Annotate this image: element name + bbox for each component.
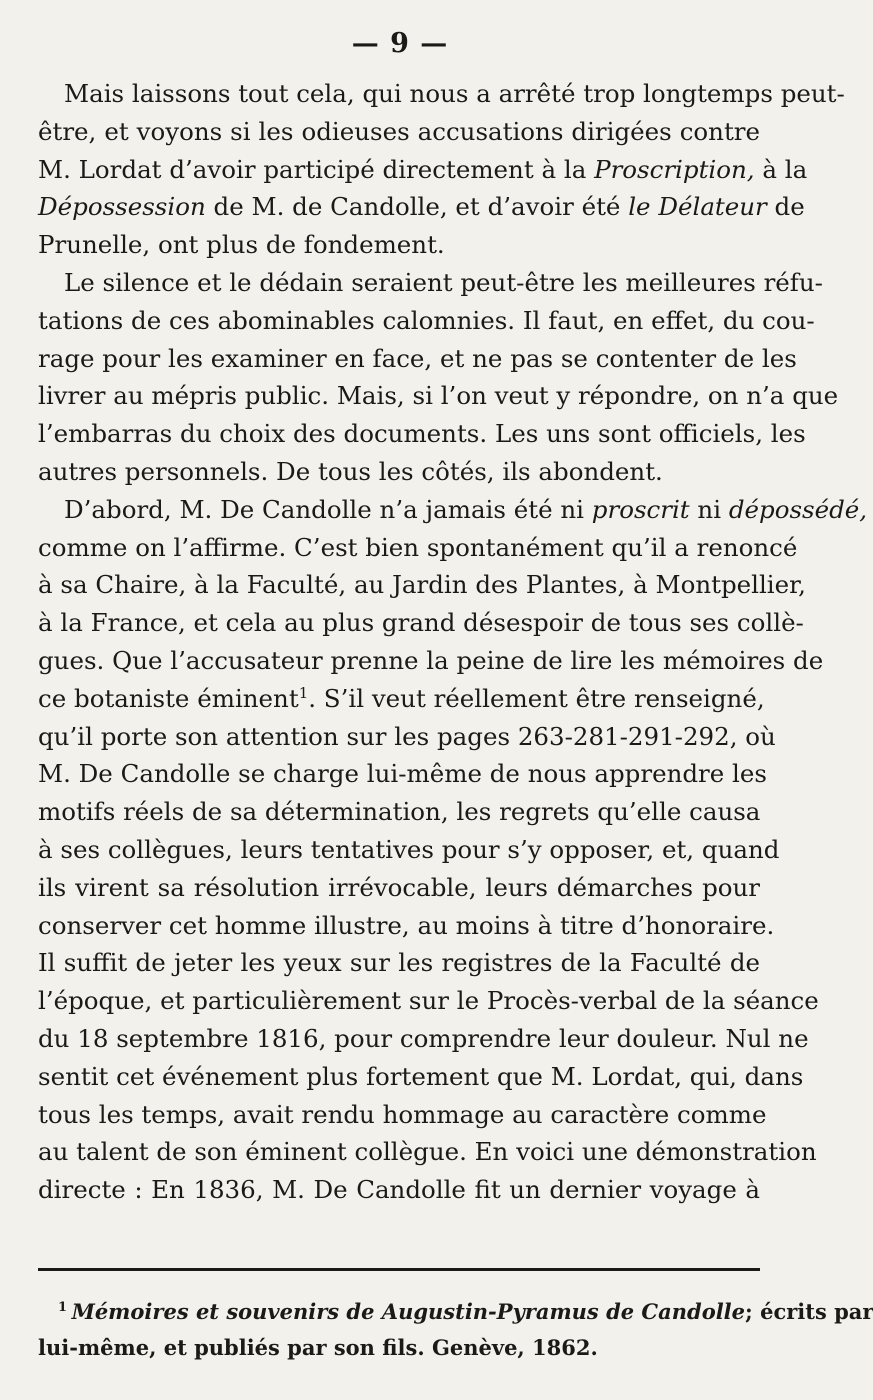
text-line <box>38 831 780 869</box>
footnote-line <box>38 1330 760 1366</box>
italic-text-run: proscrit <box>591 494 690 524</box>
footnote-line <box>38 1294 873 1330</box>
text-run: ; écrits par <box>745 1299 873 1324</box>
text-line <box>38 566 806 604</box>
text-run: directe : En 1836, M. De Candolle fit un dernier voyage à <box>38 1175 760 1205</box>
footnote-reference: 1 <box>298 683 309 702</box>
text-line <box>38 1096 767 1134</box>
text-run: de <box>766 192 805 222</box>
footnote-separator-rule <box>38 1268 760 1271</box>
text-run: tations de ces abominables calomnies. Il faut, en effet, du cou- <box>38 305 815 335</box>
text-run: M. De Candolle se charge lui-même de nous apprendre les <box>38 759 767 789</box>
text-line <box>38 755 767 793</box>
text-run: ce botaniste éminent <box>38 683 299 713</box>
text-line <box>38 604 804 642</box>
text-line <box>38 1020 809 1058</box>
text-run: Le silence et le dédain seraient peut-être les meilleures réfu- <box>64 267 823 297</box>
italic-text-run: Dépossession <box>38 192 206 222</box>
paragraph <box>38 491 868 1209</box>
text-run: D’abord, M. De Candolle n’a jamais été ni <box>64 494 592 524</box>
paragraph <box>38 75 845 264</box>
text-run: de M. de Candolle, et d’avoir été <box>205 192 629 222</box>
text-run: rage pour les examiner en face, et ne pas se contenter de les <box>38 343 797 373</box>
text-run: à sa Chaire, à la Faculté, au Jardin des Plantes, à Montpellier, <box>38 570 806 600</box>
text-run: autres personnels. De tous les côtés, ils abondent. <box>38 456 663 486</box>
text-run: qu’il porte son attention sur les pages 263-281-291-292, où <box>38 721 776 751</box>
text-line <box>38 264 823 302</box>
text-line <box>38 1171 760 1209</box>
text-run: au talent de son éminent collègue. En voici une démonstration <box>38 1137 817 1167</box>
text-line <box>38 642 824 680</box>
text-run: comme on l’affirme. C’est bien spontanément qu’il a renoncé <box>38 532 798 562</box>
footnote-marker: 1 <box>58 1300 72 1315</box>
text-line <box>38 415 806 453</box>
paragraph <box>38 264 839 491</box>
text-line <box>38 340 797 378</box>
text-run: Prunelle, ont plus de fondement. <box>38 230 445 260</box>
text-line <box>38 453 760 491</box>
text-line <box>38 113 760 151</box>
text-run: livrer au mépris public. Mais, si l’on veut y répondre, on n’a que <box>38 381 839 411</box>
text-run: ils virent sa résolution irrévocable, leurs démarches pour <box>38 872 760 902</box>
text-line <box>38 944 760 982</box>
text-line <box>38 680 765 718</box>
text-run: sentit cet événement plus fortement que M. Lordat, qui, dans <box>38 1061 804 1091</box>
text-run: motifs réels de sa détermination, les regrets qu’elle causa <box>38 797 761 827</box>
text-run: tous les temps, avait rendu hommage au caractère comme <box>38 1099 767 1129</box>
text-run: . S’il veut réellement être renseigné, <box>308 683 765 713</box>
text-line <box>38 869 760 907</box>
italic-text-run: le Délateur <box>628 192 767 222</box>
italic-text-run: Mémoires et souvenirs de Augustin-Pyramus de Candolle <box>71 1299 746 1324</box>
text-line <box>38 226 760 264</box>
text-run: être, et voyons si les odieuses accusations dirigées contre <box>38 116 760 146</box>
footnote <box>38 1294 873 1366</box>
text-line <box>38 377 839 415</box>
text-run: conserver cet homme illustre, au moins à titre d’honoraire. <box>38 910 775 940</box>
text-run: l’époque, et particulièrement sur le Procès-verbal de la séance <box>38 986 819 1016</box>
text-line <box>38 491 868 529</box>
text-run: M. Lordat d’avoir participé directement à la <box>38 154 595 184</box>
text-line <box>38 151 808 189</box>
text-line <box>38 718 776 756</box>
text-run: à la <box>754 154 808 184</box>
text-run: à ses collègues, leurs tentatives pour s’y opposer, et, quand <box>38 834 780 864</box>
text-line <box>38 907 775 945</box>
text-run: Il suffit de jeter les yeux sur les registres de la Faculté de <box>38 948 760 978</box>
text-run: lui-même, et publiés par son fils. Genève, 1862. <box>38 1335 598 1360</box>
text-run: Mais laissons tout cela, qui nous a arrêté trop longtemps peut- <box>64 79 845 108</box>
italic-text-run: Proscription, <box>594 154 755 184</box>
text-line <box>38 1133 817 1171</box>
italic-text-run: dépossédé, <box>728 494 868 524</box>
text-line <box>38 188 805 226</box>
text-run: à la France, et cela au plus grand désespoir de tous ses collè- <box>38 608 804 638</box>
text-line <box>38 75 845 113</box>
text-line <box>38 529 798 567</box>
text-line <box>38 1058 804 1096</box>
text-run: l’embarras du choix des documents. Les uns sont officiels, les <box>38 419 806 449</box>
text-line <box>38 982 819 1020</box>
text-line <box>38 793 760 831</box>
page-number: — 9 — <box>351 28 449 59</box>
text-run: ni <box>689 494 729 524</box>
text-line <box>38 302 815 340</box>
text-run: du 18 septembre 1816, pour comprendre leur douleur. Nul ne <box>38 1023 809 1053</box>
body-text <box>38 75 868 1209</box>
text-run: gues. Que l’accusateur prenne la peine de lire les mémoires de <box>38 645 824 675</box>
